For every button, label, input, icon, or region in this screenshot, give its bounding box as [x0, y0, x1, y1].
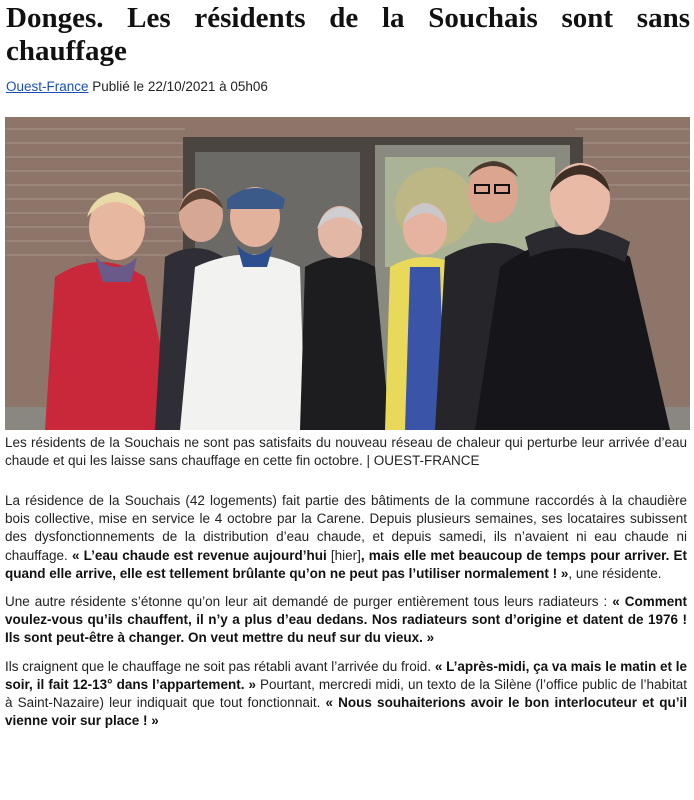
- paragraph-text: [hier]: [330, 547, 361, 563]
- paragraph-text: , une résidente.: [568, 565, 662, 581]
- article-body: [5, 492, 687, 740]
- article-photo: [5, 117, 690, 430]
- quote-text: « L’eau chaude est revenue aujourd’hui: [71, 547, 331, 563]
- quote-text: « L’après-midi, ça va mais le matin et le soir, il fait 12-13° dans l’appartement. »: [5, 658, 687, 692]
- byline: [6, 79, 268, 95]
- photo-caption: Les résidents de la Souchais ne sont pas satisfaits du nouveau réseau de chaleur qui perturbe leur arrivée d’eau chaude et qui les laisse sans chauffage en cette fin octobre. | OUEST-FRANCE: [5, 435, 687, 468]
- article-paragraph: [5, 492, 687, 583]
- quote-text: , mais elle met beaucoup de temps pour arriver. Et quand elle arrive, elle est tellement brûlante qu’on ne peut pas l’utiliser normalement ! »: [5, 547, 688, 581]
- article-paragraph: [5, 658, 687, 731]
- paragraph-text: Une autre résidente s’étonne qu’on leur ait demandé de purger entièrement tous leurs radiateurs :: [5, 594, 613, 610]
- source-link[interactable]: Ouest-France: [6, 79, 89, 94]
- residents-photo: [5, 117, 690, 430]
- paragraph-text: Ils craignent que le chauffage ne soit pas rétabli avant l’arrivée du froid.: [5, 658, 435, 674]
- quote-text: « Nous souhaiterions avoir le bon interlocuteur et qu’il vienne voir sur place ! »: [5, 695, 688, 729]
- paragraph-text: Pourtant, mercredi midi, un texto de la Silène (l’office public de l’habitat à Saint-Nazaire) leur indiquait que tout fonctionnait.: [5, 676, 687, 711]
- article-paragraph: [5, 593, 687, 648]
- article-title: Donges. Les résidents de la Souchais sont sans chauffage: [6, 2, 690, 67]
- paragraph-text: La résidence de la Souchais (42 logements) fait partie des bâtiments de la commune raccordés à la chaudière bois collective, mise en service le 4 octobre par la Carene. Depuis plusieurs semaines, ses locataires subissent des dysfonctionnements de la distribution d’eau chaude, et depuis samedi, ils n’avaient ni eau chaude ni chauffage.: [5, 493, 687, 563]
- publish-date: Publié le 22/10/2021 à 05h06: [88, 79, 268, 94]
- quote-text: « Comment voulez-vous qu’ils chauffent, il n’y a plus d’eau dedans. Nos radiateurs sont d’origine et datent de 1976 ! Ils sont peut-être à changer. On veut mettre du neuf sur du vieux. »: [5, 594, 688, 646]
